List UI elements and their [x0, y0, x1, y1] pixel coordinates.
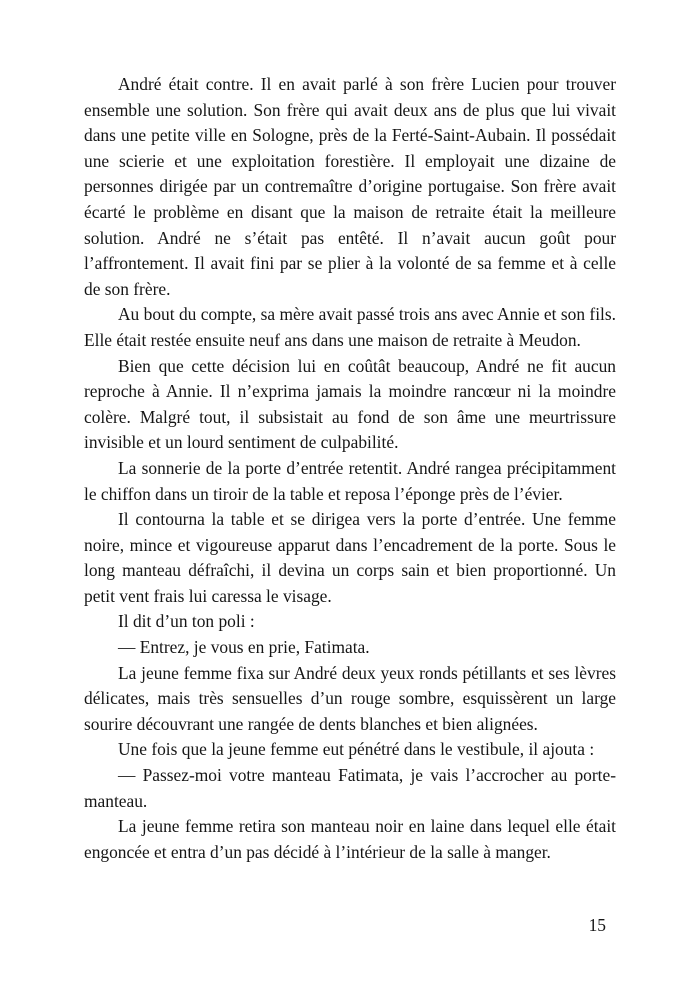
paragraph-11: La jeune femme retira son manteau noir en laine dans lequel elle était engoncée et entra d’un pas décidé à l’intérieur de la salle à manger. — [84, 816, 616, 862]
page-number: 15 — [588, 915, 606, 935]
paragraph-3: Bien que cette décision lui en coûtât beaucoup, André ne fit aucun reproche à Annie. Il n’exprima jamais la moindre rancœur ni la moindre colère. Malgré tout, il subsistait au fond de son âme une meurtrissure invisible et un lourd sentiment de culpabilité. — [84, 355, 616, 453]
paragraph-4: La sonnerie de la porte d’entrée retentit. André rangea précipitamment le chiffon dans un tiroir de la table et reposa l’éponge près de l’évier. — [84, 457, 616, 504]
paragraph-7-dialogue: — Entrez, je vous en prie, Fatimata. — [118, 637, 370, 658]
paragraph-10-dialogue: — Passez-moi votre manteau Fatimata, je vais l’accrocher au porte-manteau. — [84, 765, 616, 811]
paragraph-2: Au bout du compte, sa mère avait passé trois ans avec Annie et son fils. Elle était restée ensuite neuf ans dans une maison de retraite à Meudon. — [84, 304, 616, 350]
body-text — [84, 72, 616, 865]
paragraph-5: Il contourna la table et se dirigea vers la porte d’entrée. Une femme noire, mince et vigoureuse apparut dans l’encadrement de la porte. Sous le long manteau défraîchi, il devina un corps sain et bien proportionné. Un petit vent frais lui caressa le visage. — [84, 509, 616, 606]
paragraph-8: La jeune femme fixa sur André deux yeux ronds pétillants et ses lèvres délicates, mais très sensuelles d’un rouge sombre, esquissèrent un large sourire découvrant une rangée de dents blanches et bien alignées. — [84, 662, 616, 734]
paragraph-1: André était contre. Il en avait parlé à son frère Lucien pour trouver ensemble une solution. Son frère qui avait deux ans de plus que lui vivait dans une petite ville en Sologne, près de la Ferté-Saint-Aubain. Il possédait une scierie et une exploitation forestière. Il employait une dizaine de personnes dirigée par un contremaître d’origine portugaise. Son frère avait écarté le problème en disant que la maison de retraite était la meilleure solution. André ne s’était pas entêté. Il n’avait aucun goût pour l’affrontement. Il avait fini par se plier à la volonté de sa femme et à celle de son frère. — [84, 74, 616, 299]
paragraph-9: Une fois que la jeune femme eut pénétré dans le vestibule, il ajouta : — [118, 739, 595, 760]
paragraph-6: Il dit d’un ton poli : — [118, 611, 255, 632]
